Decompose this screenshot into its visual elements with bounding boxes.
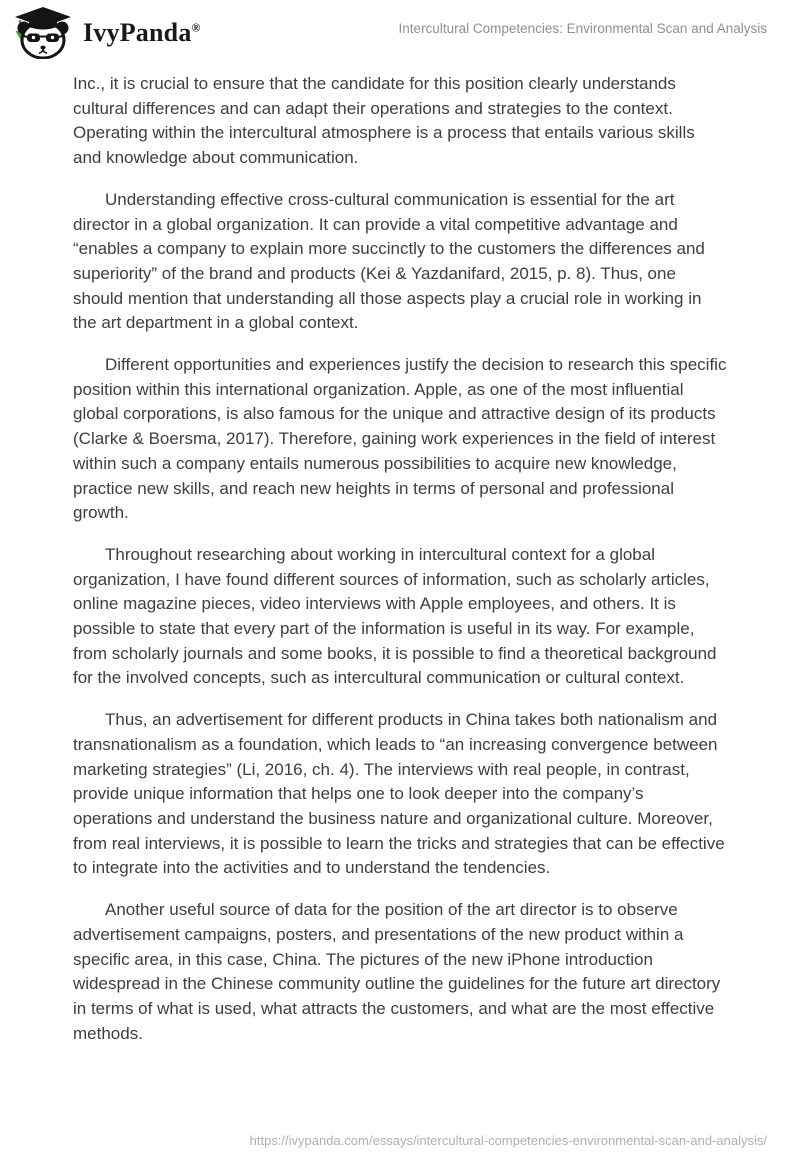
paragraph: Understanding effective cross-cultural communication is essential for the art director in a global organization. It can provide a vital competitive advantage and “enables a company to explain more succinctly to the customers the differences and superiority” of the brand and products (Kei & Yazdanifard, 2015, p. 8). Thus, one should mention that understanding all those aspects play a crucial role in working in the art department in a global context. [73,189,705,333]
paragraph: Another useful source of data for the position of the art director is to observe advertisement campaigns, posters, and presentations of the new product within a specific area, in this case, China. The pictures of the new iPhone introduction widespread in the Chinese community outline the guidelines for the future art directory in terms of what is used, what attracts the customers, and what are the most effective methods. [73,900,721,1043]
document-title: Intercultural Competencies: Environmental Scan and Analysis [398,21,767,36]
paragraph: Thus, an advertisement for different products in China takes both nationalism and transnationalism as a foundation, which leads to “an increasing convergence between marketing strategies” (Li, 2016, ch. 4). The interviews with real people, in contrast, provide unique information that helps one to look deeper into the company’s operations and understand the business nature and organizational culture. Moreover, from real interviews, it is possible to learn the tricks and strategies that can be effective to integrate into the activities and to understand the tendencies. [73,710,725,878]
paragraph: Different opportunities and experiences justify the decision to research this specific position within this international organization. Apple, as one of the most influential global corporations, is also famous for the unique and attractive design of its products (Clarke & Boersma, 2017). Therefore, gaining work experiences in the field of interest within such a company entails numerous possibilities to acquire new knowledge, practice new skills, and reach new heights in terms of personal and professional growth. [73,355,727,523]
registered-trademark-symbol: ® [191,20,201,35]
essay-body [0,72,800,1046]
panda-graduate-icon [13,7,73,59]
logo-wordmark-text: IvyPanda [83,18,192,47]
paragraph: Throughout researching about working in intercultural context for a global organization, I have found different sources of information, such as scholarly articles, online magazine pieces, video interviews with Apple employees, and others. It is possible to state that every part of the information is useful in its way. For example, from scholarly journals and some books, it is possible to find a theoretical background for the involved concepts, such as intercultural communication or cultural context. [73,544,717,688]
page-header [0,0,800,59]
logo-wordmark [83,7,201,59]
source-url: https://ivypanda.com/essays/intercultural-competencies-environmental-scan-and-analysis/ [249,1133,767,1148]
paragraph: Inc., it is crucial to ensure that the candidate for this position clearly understands cultural differences and can adapt their operations and strategies to the context. Operating within the intercultural atmosphere is a process that entails various skills and knowledge about communication. [73,74,695,168]
ivypanda-logo [13,7,201,59]
